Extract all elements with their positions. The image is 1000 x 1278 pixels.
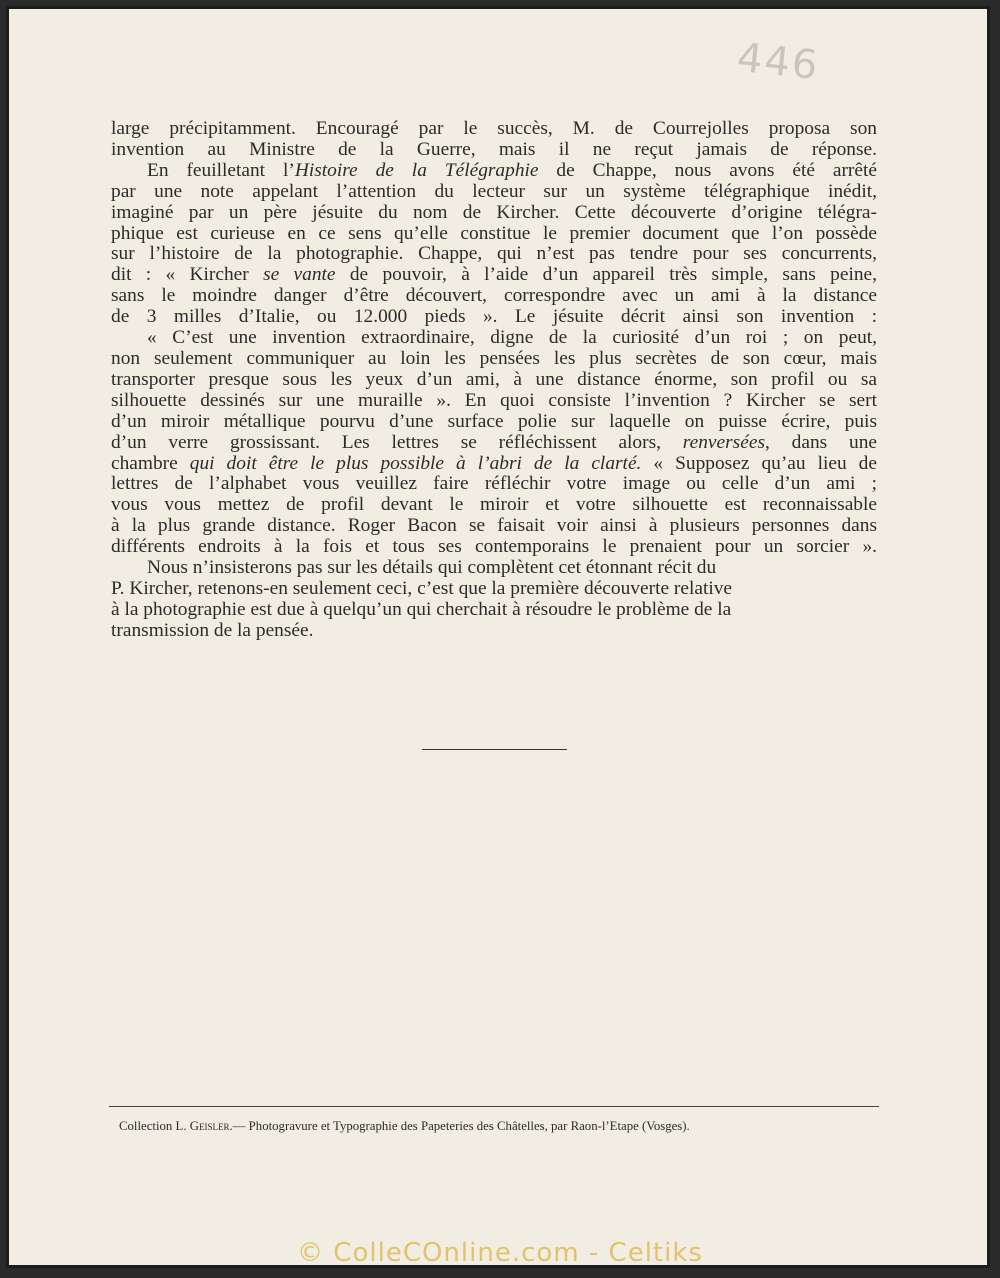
text-segment: Nous n’insisterons pas sur les détails qui complètent cet étonnant récit du	[147, 557, 717, 579]
text-segment: P. Kircher, retenons-en seulement ceci, c’est que la première découverte relative	[111, 577, 733, 599]
handwritten-number: 446	[734, 34, 822, 90]
section-divider	[422, 749, 567, 750]
text-segment: lettres de l’alphabet vous veuillez faire réfléchir votre image ou celle d’un ami ;	[111, 473, 877, 495]
text-segment: , dans une	[765, 431, 877, 453]
text-segment: sans le moindre danger d’être découvert, correspondre avec un ami à la distance	[111, 285, 877, 307]
paragraph	[111, 328, 877, 558]
text-line	[111, 223, 877, 244]
document-page	[6, 6, 990, 1268]
body-text	[111, 119, 877, 642]
text-segment: vous vous mettez de profil devant le miroir et votre silhouette est reconnaissable	[111, 494, 877, 516]
text-segment: d’un miroir métallique pourvu d’une surface polie sur laquelle on puisse écrire, puis	[111, 410, 877, 432]
text-line	[111, 348, 877, 369]
text-segment: large précipitamment. Encouragé par le succès, M. de Courrejolles proposa son	[111, 118, 877, 139]
text-line	[111, 432, 877, 453]
text-line	[111, 473, 877, 494]
footer-credit	[119, 1119, 690, 1134]
paragraph	[111, 558, 877, 642]
text-segment: dit : « Kircher	[111, 264, 264, 286]
text-segment: chambre	[111, 452, 190, 474]
text-line	[111, 411, 877, 432]
text-line	[111, 181, 877, 202]
footer-suffix: .— Photogravure et Typographie des Papeteries des Châtelles, par Raon-l’Etape (Vosges).	[229, 1119, 690, 1133]
text-segment: « Supposez qu’au lieu de	[641, 452, 877, 474]
text-segment: d’un verre grossissant. Les lettres se réfléchissent alors,	[111, 431, 683, 453]
text-segment: différents endroits à la fois et tous ses contemporains le prenaient pour un sorcier ».	[111, 536, 877, 558]
watermark: © ColleCOnline.com - Celtiks	[297, 1238, 703, 1268]
paragraph	[111, 161, 877, 328]
text-segment: à la plus grande distance. Roger Bacon se faisait voir ainsi à plusieurs personnes dans	[111, 515, 877, 537]
text-line	[111, 494, 877, 515]
text-line	[111, 536, 877, 557]
footer-divider	[109, 1106, 879, 1107]
text-line	[111, 515, 877, 536]
text-line	[111, 453, 877, 474]
text-segment: « C’est une invention extraordinaire, digne de la curiosité d’un roi ; on peut,	[147, 327, 877, 349]
text-line	[111, 202, 877, 223]
text-segment: de pouvoir, à l’aide d’un appareil très simple, sans peine,	[335, 264, 877, 286]
text-line	[111, 139, 877, 160]
footer-name: Geisler	[189, 1119, 230, 1133]
text-segment: silhouette dessinés sur une muraille ». En quoi consiste l’invention ? Kircher se sert	[111, 389, 877, 411]
text-line	[111, 620, 313, 641]
italic-segment: se vante	[263, 264, 336, 286]
text-segment: sur l’histoire de la photographie. Chappe, qui n’est pas tendre pour ses concurrents,	[111, 243, 877, 265]
text-segment: En feuilletant l’	[147, 159, 295, 181]
text-segment: transporter presque sous les yeux d’un ami, à une distance énorme, son profil ou sa	[111, 368, 877, 390]
text-segment: de 3 milles d’Italie, ou 12.000 pieds ». Le jésuite décrit ainsi son invention :	[111, 306, 877, 328]
text-segment: à la photographie est due à quelqu’un qui cherchait à résoudre le problème de la	[111, 598, 732, 620]
text-line	[147, 160, 877, 181]
text-line	[147, 557, 716, 578]
italic-segment: qui doit être le plus possible à l’abri de la clarté.	[189, 452, 642, 474]
text-line	[111, 243, 877, 264]
text-segment: imaginé par un père jésuite du nom de Kircher. Cette découverte d’origine télégra-	[111, 201, 877, 223]
italic-segment: renversées	[682, 431, 765, 453]
text-segment: phique est curieuse en ce sens qu’elle constitue le premier document que l’on possède	[111, 222, 877, 244]
text-line	[111, 306, 877, 327]
footer-prefix: Collection L.	[119, 1119, 190, 1133]
text-line	[111, 285, 877, 306]
text-segment: par une note appelant l’attention du lecteur sur un système télégraphique inédit,	[111, 180, 877, 202]
text-segment: invention au Ministre de la Guerre, mais il ne reçut jamais de réponse.	[111, 138, 877, 160]
text-line	[111, 118, 877, 139]
text-line	[111, 390, 877, 411]
text-line	[111, 264, 877, 285]
paragraph	[111, 119, 877, 161]
text-line	[111, 599, 731, 620]
text-segment: de Chappe, nous avons été arrêté	[538, 159, 877, 181]
text-line	[111, 578, 732, 599]
text-segment: transmission de la pensée.	[111, 619, 314, 641]
text-segment: non seulement communiquer au loin les pensées les plus secrètes de son cœur, mais	[111, 347, 877, 369]
italic-segment: Histoire de la Télégraphie	[294, 159, 539, 181]
text-line	[111, 369, 877, 390]
text-line	[147, 327, 877, 348]
